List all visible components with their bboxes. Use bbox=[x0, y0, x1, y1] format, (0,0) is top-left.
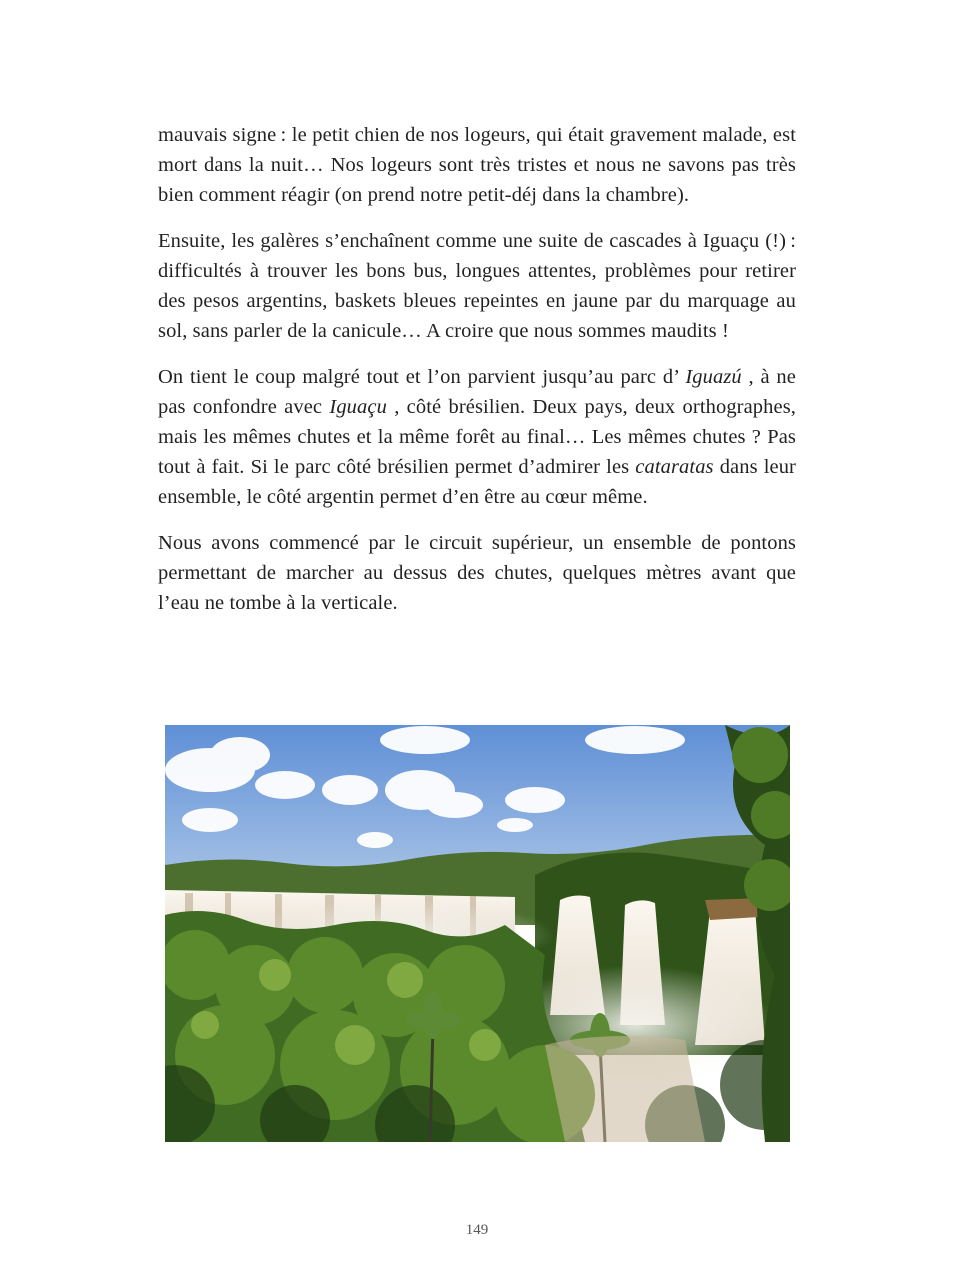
text-run: On tient le coup malgré tout et l’on parvient jusqu’au parc d’ bbox=[158, 366, 686, 388]
waterfall-photo bbox=[165, 725, 790, 1142]
text-run: , côté brésilien. Deux pays, deux orthographes, mais les mêmes chutes et la même forêt au final… Les mêmes chutes ? Pas tout à fait. Si le parc côté brésilien permet d’admirer les bbox=[158, 396, 796, 478]
text-run: Nous avons commencé par le circuit supérieur, un ensemble de pontons permettant de marcher au dessus des chutes, quelques mètres avant que l’eau ne tombe à la verticale. bbox=[158, 532, 796, 614]
page-number: 149 bbox=[465, 1222, 489, 1238]
text-run: , à ne pas confondre avec bbox=[158, 366, 796, 418]
paragraph bbox=[158, 362, 796, 512]
paragraph bbox=[158, 120, 796, 210]
text-run: Ensuite, les galères s’enchaînent comme une suite de cascades à Iguaçu (!) : difficultés à trouver les bons bus, longues attentes, problèmes pour retirer des pesos argentins, baskets bleues repeintes en jaune par du marquage au sol, sans parler de la canicule… A croire que nous sommes maudits ! bbox=[158, 230, 796, 342]
waterfall-illustration bbox=[165, 725, 790, 1142]
italic-text: Iguazú bbox=[685, 366, 742, 388]
paragraph bbox=[158, 528, 796, 618]
italic-text: cataratas bbox=[635, 456, 714, 478]
river bbox=[545, 1036, 705, 1142]
italic-text: Iguaçu bbox=[329, 396, 387, 418]
text-run: mauvais signe : le petit chien de nos logeurs, qui était gravement malade, est mort dans la nuit… Nos logeurs sont très tristes et nous ne savons pas très bien comment réagir (on prend notre petit-déj dans la chambre). bbox=[158, 124, 796, 206]
body-text bbox=[158, 120, 796, 634]
text-run: dans leur ensemble, le côté argentin permet d’en être au cœur même. bbox=[158, 456, 796, 508]
paragraph bbox=[158, 226, 796, 346]
